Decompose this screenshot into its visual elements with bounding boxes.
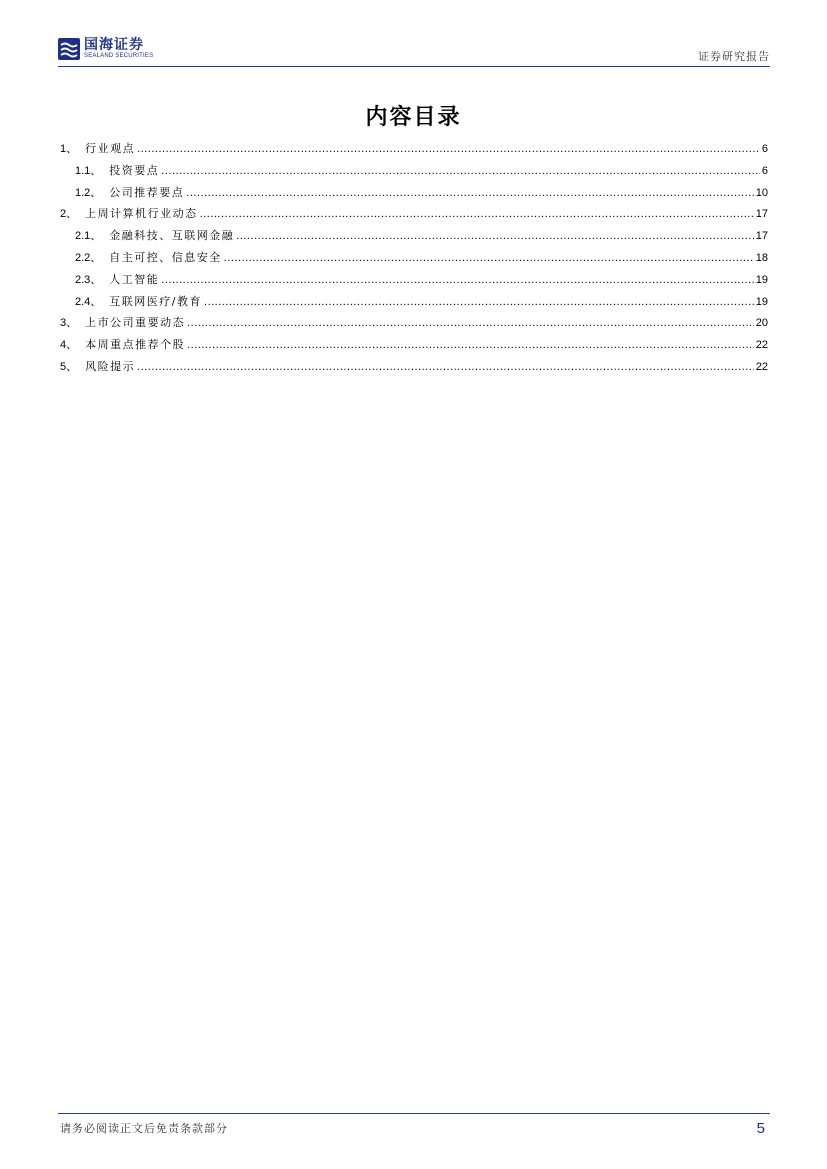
toc-entry-page: 19: [755, 295, 768, 308]
toc-entry-number: 1.1、: [75, 164, 102, 177]
company-logo: [58, 36, 153, 62]
sealand-logo-icon: [58, 38, 80, 60]
toc-entry-label: 投资要点: [109, 163, 160, 177]
page-header: [58, 36, 770, 67]
toc-entry-number: 4、: [60, 339, 78, 352]
toc-entry-label: 上周计算机行业动态: [85, 207, 198, 221]
toc-entry-number: 1.2、: [75, 186, 102, 199]
toc-entry-label: 公司推荐要点: [109, 185, 185, 199]
toc-entry-page: 22: [755, 339, 768, 352]
toc-entry-page: 10: [755, 186, 768, 199]
toc-title: 内容目录: [365, 104, 462, 130]
toc-entry-page: 22: [755, 360, 768, 373]
table-of-contents: [60, 140, 768, 380]
toc-entry-number: 2、: [60, 208, 78, 221]
toc-leader-dots: [137, 361, 754, 373]
toc-leader-dots: [186, 187, 753, 199]
toc-entry[interactable]: [60, 358, 768, 380]
page-number: 5: [756, 1120, 765, 1137]
toc-entry-number: 2.4、: [75, 295, 102, 308]
toc-entry-page: 6: [761, 164, 768, 177]
logo-english-name: SEALAND SECURITIES: [84, 53, 154, 59]
toc-entry-number: 5、: [60, 360, 78, 373]
toc-entry-number: 2.2、: [75, 251, 102, 264]
toc-entry[interactable]: [60, 271, 768, 293]
footer-disclaimer: 请务必阅读正文后免责条款部分: [60, 1122, 228, 1135]
toc-entry-label: 上市公司重要动态: [85, 316, 186, 330]
toc-leader-dots: [161, 274, 753, 286]
toc-entry[interactable]: [60, 140, 768, 162]
toc-leader-dots: [187, 339, 754, 351]
toc-entry-label: 金融科技、互联网金融: [109, 229, 235, 243]
toc-entry-number: 2.1、: [75, 230, 102, 243]
toc-entry-number: 2.3、: [75, 273, 102, 286]
toc-entry-label: 互联网医疗/教育: [109, 294, 203, 308]
toc-entry-page: 18: [755, 251, 768, 264]
toc-entry[interactable]: [60, 205, 768, 227]
toc-leader-dots: [137, 143, 760, 155]
footer-divider: [58, 1113, 770, 1114]
toc-entry[interactable]: [60, 249, 768, 271]
toc-entry[interactable]: [60, 227, 768, 249]
toc-entry-page: 17: [755, 230, 768, 243]
toc-leader-dots: [236, 230, 753, 242]
toc-entry-page: 20: [755, 317, 768, 330]
toc-entry-label: 行业观点: [85, 142, 136, 155]
toc-entry-page: 17: [755, 208, 768, 221]
toc-entry-number: 1、: [60, 143, 78, 155]
toc-entry[interactable]: [60, 184, 768, 206]
toc-leader-dots: [204, 296, 754, 308]
toc-leader-dots: [161, 165, 760, 177]
toc-entry-number: 3、: [60, 317, 78, 330]
toc-entry[interactable]: [60, 336, 768, 358]
toc-entry-label: 自主可控、信息安全: [109, 250, 222, 264]
toc-leader-dots: [187, 317, 754, 329]
document-type: 证券研究报告: [698, 50, 770, 63]
toc-leader-dots: [200, 208, 754, 220]
toc-entry-label: 风险提示: [85, 359, 136, 373]
toc-entry-label: 本周重点推荐个股: [85, 338, 186, 352]
toc-entry-page: 19: [755, 273, 768, 286]
toc-leader-dots: [224, 252, 754, 264]
toc-entry[interactable]: [60, 162, 768, 184]
toc-entry[interactable]: [60, 293, 768, 315]
toc-entry[interactable]: [60, 314, 768, 336]
logo-chinese-name: 国海证券: [84, 37, 144, 53]
toc-entry-label: 人工智能: [109, 272, 160, 286]
toc-entry-page: 6: [761, 143, 768, 155]
